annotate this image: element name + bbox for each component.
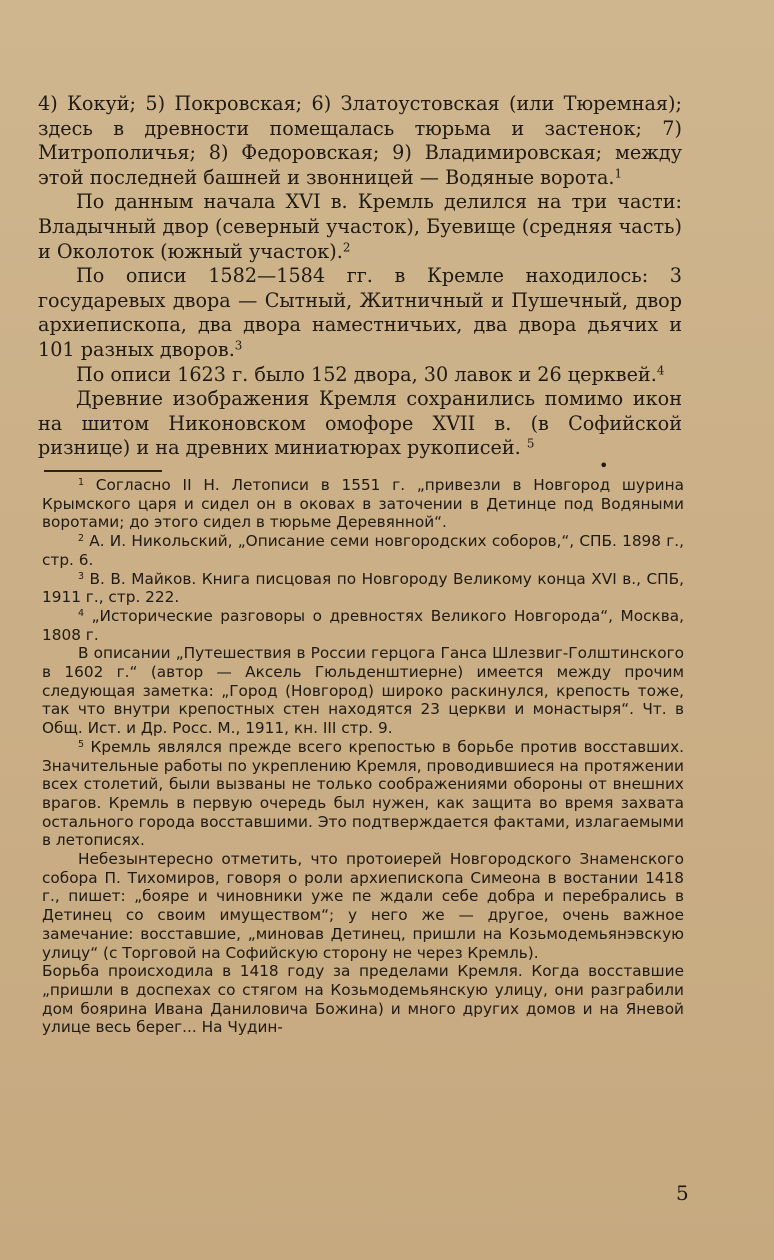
paragraph-inventory-1582: По описи 1582—1584 гг. в Кремле находилось: 3 государевых двора — Сытный, Житничный и Пушечный, двор архиепископа, два двора наместничьих, два двора дьячих и 101 разных дворов.$^3$ [38, 264, 682, 361]
footnote-3: $^3$ В. В. Майков. Книга писцовая по Новгороду Великому конца XVI в., СПБ, 1911 г., стр. 222. [42, 569, 684, 607]
footnote-ref-5: 5 [526, 436, 535, 451]
paragraph-towers: 4) Кокуй; 5) Покровская; 6) Златоустовская (или Тюремная); здесь в древности помещалась тюрьма и застенок; 7) Митрополичья; 8) Федоровская; 9) Владимировская; между этой последней башней и звонницей — Водяные ворота.$^1$ [38, 92, 682, 189]
footnote-4-continuation: В описании „Путешествия в России герцога Ганса Шлезвиг-Голштинского в 1602 г.“ (автор — Аксель Гюльденштиерне) имеется между прочим следующая заметка: „Город (Новгород) широко раскинулся, крепость тоже, так что внутри крепостных стен находятся 23 церкви и монастыря“. Чт. в Общ. Ист. и Др. Росс. М., 1911, кн. III стр. 9. [42, 644, 684, 738]
footnote-4: $^4$ „Исторические разговоры о древностях Великого Новгорода“, Москва, 1808 г. [42, 606, 684, 644]
page-number: 5 [676, 1181, 689, 1205]
footnotes [42, 476, 684, 1037]
footnote-5-continuation-2: Борьба происходила в 1418 году за пределами Кремля. Когда восставшие „пришли в доспехах со стягом на Козьмодемьянскую улицу, они разграбили дом боярина Ивана Даниловича Божина) и много других домов и на Яневой улице весь берег... На Чудин- [42, 962, 684, 1037]
footnote-5: $^5$ Кремль являлся прежде всего крепостью в борьбе против восставших. Значительные работы по укреплению Кремля, проводившиеся на протяжении всех столетий, были вызваны не только соображениями обороны от внешних врагов. Кремль в первую очередь был нужен, как защита во время захвата остального города восставшими. Это подтверждается фактами, излагаемыми в летописях. [42, 737, 684, 850]
ink-dot: • [599, 456, 609, 475]
footnote-1: $^1$ Согласно II Н. Летописи в 1551 г. „привезли в Новгород шурина Крымского царя и сидел он в оковах в заточении в Детинце под Водяными воротами; до этого сидел в тюрьме Деревянной“. [42, 476, 684, 532]
paragraph-inventory-1623: По описи 1623 г. было 152 двора, 30 лавок и 26 церквей.$^4$ [76, 362, 665, 386]
footnote-5-continuation-1: Небезынтересно отметить, что протоиерей Новгородского Знаменского собора П. Тихомиров, говоря о роли архиепископа Симеона в востании 1418 г., пишет: „бояре и чиновники уже пе ждали себе добра и перебрались в Детинец со своим имуществом“; у него же — другое, очень важное замечание: восставшие, „миновав Детинец, пришли на Козьмодемьянэвскую улицу“ (с Торговой на Софийскую сторону не через Кремль). [42, 850, 684, 962]
footnote-separator [44, 470, 162, 472]
footnote-2: $^2$ А. И. Никольский, „Описание семи новгородских соборов,“, СПБ. 1898 г., стр. 6. [42, 532, 684, 569]
footnote-ref-2: 2 [342, 240, 351, 255]
footnote-ref-1: 1 [614, 166, 623, 181]
main-text [38, 92, 682, 461]
footnote-ref-3: 3 [234, 338, 243, 353]
paragraph-kremlin-parts: По данным начала XVI в. Кремль делился на три части: Владычный двор (северный участок), Буевище (средняя часть) и Околоток (южный участок).$^2$ [38, 190, 682, 263]
footnote-ref-4: 4 [656, 362, 665, 377]
paragraph-images: Древние изображения Кремля сохранились помимо икон на шитом Никоновском омофоре XVII в. (в Софийской ризнице) и на древних миниатюрах рукописей. $^5$ [38, 387, 682, 460]
